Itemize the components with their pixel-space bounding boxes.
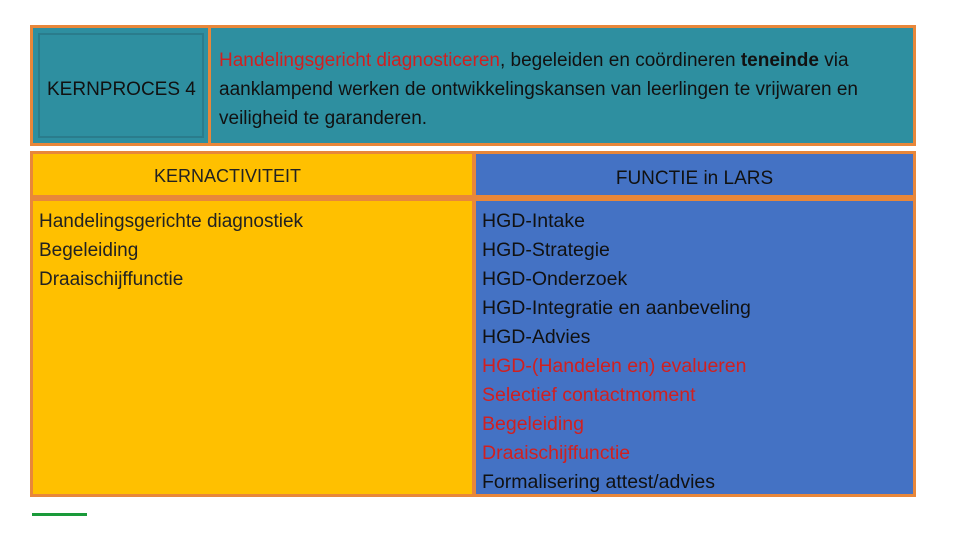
kernactiviteit-list	[39, 207, 303, 294]
kernactiviteit-item: Begeleiding	[39, 240, 139, 261]
functie-item: Draaischijffunctie	[482, 442, 631, 464]
functie-item: Begeleiding	[482, 413, 584, 435]
accent-line	[32, 513, 87, 516]
functie-item: Selectief contactmoment	[482, 384, 696, 406]
kernactiviteit-heading-box	[30, 151, 475, 198]
functie-item: Formalisering attest/advies	[482, 471, 716, 493]
functie-item: HGD-Onderzoek	[482, 268, 628, 290]
kernproces-description	[219, 46, 907, 133]
kernproces-box	[30, 25, 212, 146]
kernactiviteit-item: Draaischijffunctie	[39, 269, 184, 290]
kernproces-label: KERNPROCES 4	[47, 79, 196, 100]
description-bold: teneinde	[740, 50, 819, 71]
functie-heading-box	[473, 151, 916, 198]
functie-item: HGD-Intake	[482, 210, 585, 232]
functie-item: HGD-Strategie	[482, 239, 610, 261]
kernproces-description-box	[208, 25, 916, 146]
description-rest: via aanklampend werken de ontwikkelingskansen van leerlingen te vrijwaren en veiligheid te garanderen.	[219, 50, 858, 129]
functie-list	[482, 207, 751, 497]
kernactiviteit-list-box	[30, 198, 475, 497]
functie-list-box	[473, 198, 916, 497]
description-after-highlight: , begeleiden en coördineren	[499, 50, 736, 71]
kernactiviteit-heading: KERNACTIVITEIT	[153, 166, 301, 186]
functie-item: HGD-Integratie en aanbeveling	[482, 297, 751, 319]
description-highlight: Handelingsgericht diagnosticeren	[219, 50, 500, 71]
functie-item: HGD-Advies	[482, 326, 591, 348]
functie-item: HGD-(Handelen en) evalueren	[482, 355, 747, 377]
kernactiviteit-item: Handelingsgerichte diagnostiek	[39, 211, 304, 232]
functie-heading: FUNCTIE in LARS	[615, 168, 774, 189]
